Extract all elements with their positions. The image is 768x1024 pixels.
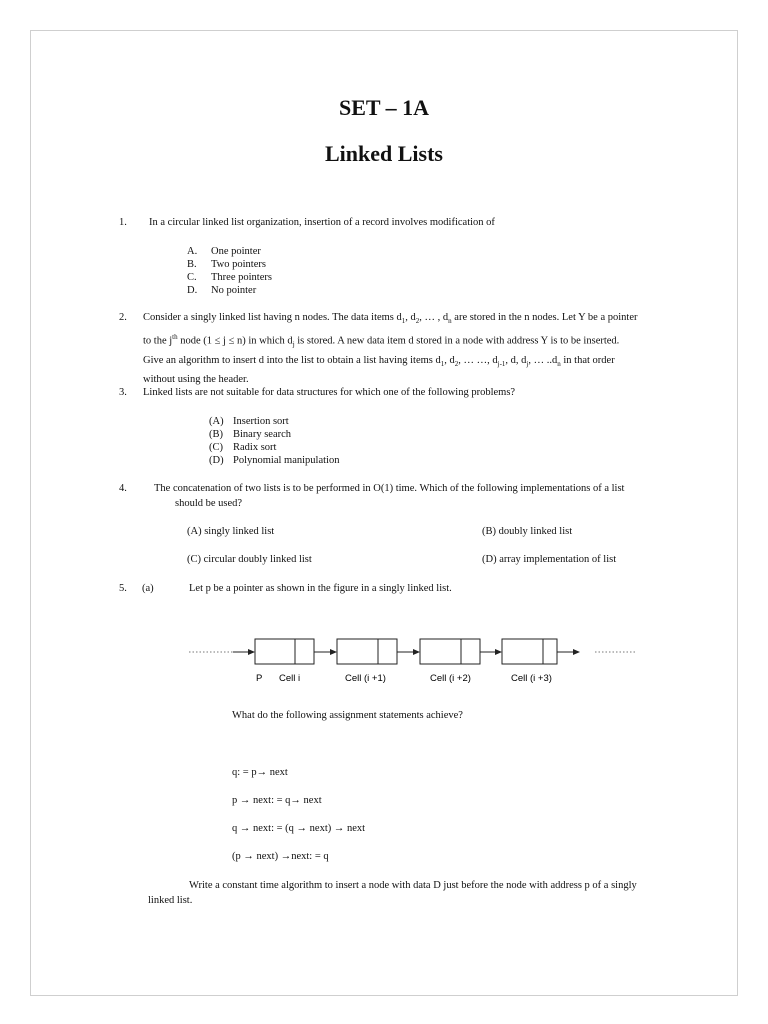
q1-option-b [187, 258, 272, 271]
cell-i [255, 639, 314, 664]
label-cell-i: Cell i [279, 673, 301, 684]
q4-option-a: (A) singly linked list [187, 526, 275, 537]
statement-4: (p → next) →next: = q [232, 851, 329, 862]
option-letter: (A) [209, 416, 224, 427]
option-letter: C. [187, 272, 197, 283]
option-letter: A. [187, 246, 198, 257]
label-p: P [256, 673, 263, 684]
cell-i-plus-1 [337, 639, 397, 664]
q4-line-2: should be used? [175, 498, 243, 509]
option-letter: (B) [209, 429, 223, 440]
q2-line-3: Give an algorithm to insert d into the list to obtain a list having items $d_1$, $d_2$, … …, $d_{j-1}$, d, $d_j$, … $..d_n$ in that order [143, 354, 615, 368]
q1-option-d [187, 284, 272, 297]
option-letter: D. [187, 285, 198, 296]
q4-option-d: (D) array implementation of list [482, 554, 617, 565]
q2-line-2: to the $j^{th}$ node (1 ≤ j ≤ n) in which $d_j$ is stored. A new data item d stored in a node with address Y is to be inserted. [143, 333, 620, 349]
q1-options [187, 245, 272, 297]
label-cell-i-plus-2: Cell (i +2) [430, 673, 471, 684]
q4-line-1: The concatenation of two lists is to be performed in O(1) time. Which of the following implementations of a list [154, 483, 625, 494]
topic-title: Linked Lists [325, 141, 443, 166]
q2-number: 2. [119, 312, 127, 323]
option-text: Two pointers [211, 259, 266, 270]
label-cell-i-plus-3: Cell (i +3) [511, 673, 552, 684]
q4-option-c: (C) circular doubly linked list [187, 554, 312, 565]
q1-text: In a circular linked list organization, insertion of a record involves modification of [149, 217, 495, 228]
option-text: No pointer [211, 285, 257, 296]
q1-option-c [187, 271, 272, 284]
q2-line-4: without using the header. [143, 373, 249, 385]
q5-text: Let p be a pointer as shown in the figure in a singly linked list. [189, 583, 452, 594]
set-title: SET – 1A [338, 95, 430, 120]
cell-i-plus-2 [420, 639, 480, 664]
q5-question: What do the following assignment statements achieve? [232, 710, 463, 721]
linked-list-diagram [181, 631, 651, 691]
q5-part: (a) [142, 583, 154, 594]
q2-text [143, 310, 637, 388]
option-letter: (D) [209, 455, 224, 466]
q3-options [209, 415, 339, 467]
label-cell-i-plus-1: Cell (i +1) [345, 673, 386, 684]
option-text: One pointer [211, 246, 261, 257]
q3-option-d [209, 454, 339, 467]
q3-option-c [209, 441, 339, 454]
q2-line-1: Consider a singly linked list having n nodes. The data items $d_1$, $d_2$, … , $d_n$ are stored in the n nodes. Let Y be a pointer [143, 312, 638, 326]
document-page [30, 30, 738, 996]
q4-option-b: (B) doubly linked list [482, 526, 573, 537]
q3-option-a [209, 415, 339, 428]
q1-number: 1. [119, 217, 127, 228]
statement-1: q: = p→ next [232, 767, 288, 778]
q5-number: 5. [119, 583, 127, 594]
option-text: Binary search [233, 429, 292, 440]
q3-option-b [209, 428, 339, 441]
q5-closing-line-2: linked list. [148, 895, 193, 906]
q5-closing-line-1: Write a constant time algorithm to insert a node with data D just before the node with address p of a singly [189, 880, 637, 891]
option-letter: (C) [209, 442, 223, 453]
q3-text: Linked lists are not suitable for data structures for which one of the following problems? [143, 387, 516, 398]
option-text: Polynomial manipulation [233, 455, 340, 466]
statement-2: p → next: = q→ next [232, 795, 322, 806]
statement-3: q → next: = (q → next) → next [232, 823, 366, 834]
q1-option-a [187, 245, 272, 258]
option-text: Radix sort [233, 442, 277, 453]
q3-number: 3. [119, 387, 127, 398]
option-text: Insertion sort [233, 416, 289, 427]
cell-i-plus-3 [502, 639, 557, 664]
option-text: Three pointers [211, 272, 272, 283]
option-letter: B. [187, 259, 197, 270]
q4-number: 4. [119, 483, 127, 494]
